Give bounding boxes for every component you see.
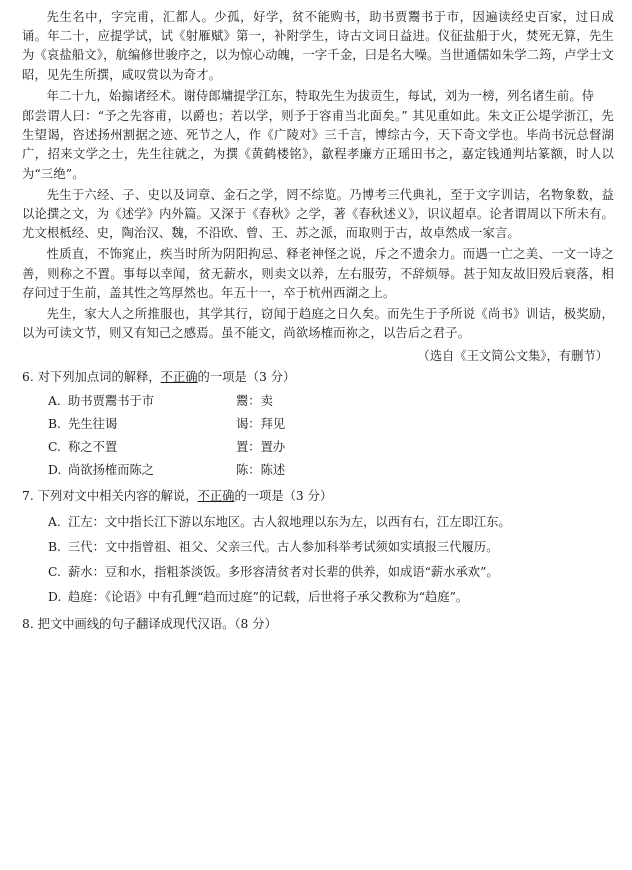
- question-6-options: [22, 392, 614, 479]
- option-c-term: 称之不置: [68, 440, 118, 455]
- option-a-gloss: 鬻：卖: [236, 394, 273, 409]
- question-7-options: [22, 513, 614, 606]
- option-c[interactable]: [22, 438, 614, 456]
- question-6-stem: [22, 368, 614, 387]
- option-a[interactable]: [22, 392, 614, 410]
- question-7-stem: [22, 487, 614, 506]
- option-a-label: A.: [48, 515, 61, 530]
- option-d-gloss: 陈：陈述: [236, 463, 286, 478]
- question-7-stem-before: 下列对文中相关内容的解说，: [37, 489, 198, 504]
- question-7-number: 7.: [22, 489, 34, 504]
- option-b-label: B.: [48, 540, 61, 555]
- option-b[interactable]: [22, 415, 614, 433]
- option-b[interactable]: [22, 538, 614, 556]
- question-7-stem-emphasis: 不正确: [197, 489, 235, 504]
- option-d[interactable]: [22, 588, 614, 606]
- option-b-gloss: 谒：拜见: [236, 417, 286, 432]
- question-6-number: 6.: [22, 370, 34, 385]
- question-8-stem: [22, 615, 614, 634]
- reading-passage: [22, 8, 614, 343]
- option-c[interactable]: [22, 563, 614, 581]
- option-d-label: D.: [48, 463, 62, 478]
- passage-paragraph: 性质直，不饰窕止，疾当时所为阴阳拘忌、释老神怪之说，斥之不遗余力。而遇一亡之美、一文一诗之善，则称之不置。事每以幸闻，贫无薪水，则卖文以养，左右服劳，不辞烦辱。甚于知友故旧殁后衰落，相存问过于生前，盖其性之笃厚然也。年五十一，卒于杭州西湖之上。: [22, 247, 614, 300]
- option-b-label: B.: [48, 417, 61, 432]
- question-8-number: 8.: [22, 617, 34, 632]
- option-d-term: 尚欲扬榷而陈之: [68, 463, 155, 478]
- option-c-label: C.: [48, 440, 61, 455]
- question-6-stem-after: 的一项是（3 分）: [197, 370, 296, 385]
- passage-paragraph: 年二十九，始搧诸经术。谢侍郎墉提学江东，特取先生为拔贡生，每试，刘为一榜，列名诸生前。侍: [46, 88, 595, 103]
- option-a-text: 江左：文中指长江下游以东地区。古人叙地理以东为左，以西有右，江左即江东。: [68, 515, 511, 530]
- question-6-stem-emphasis: 不正确: [160, 370, 198, 385]
- option-b-term: 先生往谒: [68, 417, 118, 432]
- option-d-label: D.: [48, 590, 62, 605]
- option-a-label: A.: [48, 394, 61, 409]
- option-c-text: 薪水：豆和水，指粗茶淡饭。多形容清贫者对长辈的供养，如成语“薪水承欢”。: [68, 565, 499, 580]
- option-a[interactable]: [22, 513, 614, 531]
- passage-paragraph: 先生于六经、子、史以及词章、金石之学，罔不综览。乃博考三代典礼，至于文字训诘，名物象数，益以论撰之文，为《述学》内外篇。又深于《春秋》之学，著《春秋述义》，识议超卓。论者谓周以下所未有。尤文根柢经、史，陶治汉、魏，不沿欧、曾、王、苏之派，而取则于古，故卓然成一家言。: [22, 187, 614, 241]
- option-d-text: 趋庭：《论语》中有孔鲤“趋而过庭”的记载，后世将子承父教称为“趋庭”。: [68, 590, 469, 605]
- question-7-stem-after: 的一项是（3 分）: [234, 489, 333, 504]
- option-d[interactable]: [22, 461, 614, 479]
- option-c-gloss: 置：置办: [236, 440, 286, 455]
- question-8-stem-text: 把文中画线的句子翻译成现代汉语。（8 分）: [37, 617, 277, 632]
- passage-paragraph: 郎尝谓人曰：“予之先容甫，以爵也；若以学，则予于容甫当北面矣。” 其见重如此。朱文正公堤学浙江，先生望谒，咨述扬州割据之迹、死节之人，作《广陵对》三千言，博综古今，天下奇文学也。毕尚书沅总督湖广，招来文学之士，先生往就之，为撰《黄鹤楼铭》，歙程孝廉方正瑶田书之，嘉定钱通判坫篆额，时人以为“三绝”。: [22, 109, 614, 181]
- passage-paragraph: 先生，家大人之所推服也，其学其行，窃闻于趋庭之日久矣。而先生于予所说《尚书》训诘，极奖励，以为可读文节，则又有知己之感焉。虽不能文，尚欲场榷而祢之，以告后之君子。: [22, 307, 614, 341]
- option-a-term: 助书贾鬻书于市: [68, 394, 155, 409]
- passage-paragraph: 先生名中，字完甫，汇都人。少孤，好学，贫不能购书，助书贾鬻书于市，因遍读经史百家，过日成诵。年二十，应提学试，试《射雁赋》第一，补附学生，诗古文词日益进。仪征盐船于火，焚死无算，先生为《哀盐船文》，航编修世骏序之，以为惊心动魄，一字千金，曰是名大噪。当世通儒如朱学二筠，卢学士文昭，见先生所撰，咸叹赏以为奇才。: [22, 10, 614, 82]
- question-6-stem-before: 对下列加点词的解释，: [37, 370, 161, 385]
- option-c-label: C.: [48, 565, 61, 580]
- passage-source: （选自《王文简公文集》，有删节）: [417, 349, 608, 364]
- option-b-text: 三代：文中指曾祖、祖父、父亲三代。古人参加科举考试须如实填报三代履历。: [68, 540, 499, 555]
